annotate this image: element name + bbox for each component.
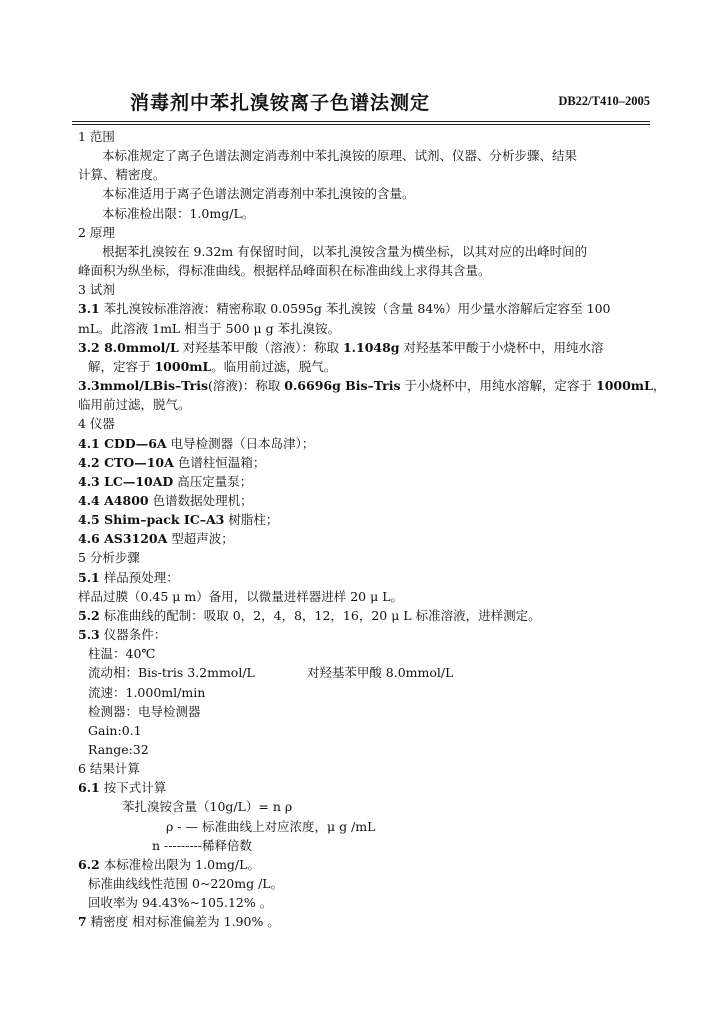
standard-number: DB22/T410–2005 [558, 94, 650, 108]
paragraph-line: mL。此溶液 1mL 相当于 500 μ g 苯扎溴铵。 [78, 320, 341, 336]
paragraph-line: Range:32 [88, 742, 149, 757]
paragraph-line: 柱温：40℃ [88, 646, 156, 662]
document-title: 消毒剂中苯扎溴铵离子色谱法测定 [130, 92, 431, 114]
list-item: 4.2 CTO—10A 色谱柱恒温箱； [78, 454, 266, 470]
section-heading-precision: 7 精密度 相对标准偏差为 1.90% 。 [78, 914, 280, 930]
header-rule-thick [72, 121, 650, 122]
paragraph-line: 临用前过滤，脱气。 [78, 397, 191, 413]
section-heading-reagents: 3 试剂 [78, 282, 115, 298]
list-item: 4.6 AS3120A 型超声波； [78, 531, 234, 547]
document-body [78, 127, 666, 932]
paragraph-line: 6.2 本标准检出限为 1.0mg/L。 [78, 856, 260, 872]
formula-legend: n ---------稀释倍数 [152, 837, 253, 853]
paragraph-line: 解，定容于 1000mL。临用前过滤，脱气。 [88, 358, 337, 374]
paragraph-line: 5.2 标准曲线的配制：吸取 0，2，4，8，12，16，20 μ L 标准溶液，进样测定。 [78, 607, 541, 623]
list-item: 4.3 LC—10AD 高压定量泵； [78, 473, 253, 489]
paragraph-line: 本标准适用于离子色谱法测定消毒剂中苯扎溴铵的含量。 [102, 186, 415, 202]
paragraph-line: 样品过膜（0.45 μ m）备用，以微量进样器进样 20 μ L。 [78, 588, 404, 604]
section-heading-scope: 1 范围 [78, 129, 115, 144]
paragraph-line: 本标准检出限：1.0mg/L。 [102, 205, 255, 221]
section-heading-calculation: 6 结果计算 [78, 761, 140, 777]
paragraph-line: 6.1 按下式计算 [78, 780, 167, 796]
formula-line: 苯扎溴铵含量（10g/L）= n ρ [122, 799, 293, 815]
paragraph-line: Gain:0.1 [88, 722, 142, 738]
paragraph-line: 3.3mmol/LBis–Tris(溶液)：称取 0.6696g Bis–Tris 于小烧杯中，用纯水溶解，定容于 1000mL， [78, 378, 666, 394]
paragraph-line: 5.1 样品预处理： [78, 569, 179, 585]
paragraph-line: 检测器：电导检测器 [88, 703, 201, 719]
paragraph-line: 标准曲线线性范围 0~220mg /L。 [88, 876, 284, 892]
header-rule-thin [72, 124, 650, 125]
list-item: 4.4 A4800 色谱数据处理机； [78, 492, 253, 508]
paragraph-line: 5.3 仪器条件： [78, 627, 167, 643]
section-heading-principle: 2 原理 [78, 224, 115, 240]
paragraph-line: 流动相：Bis-tris 3.2mmol/L 对羟基苯甲酸 8.0mmol/L [88, 665, 454, 681]
paragraph-line: 峰面积为纵坐标，得标准曲线。根据样品峰面积在标准曲线上求得其含量。 [78, 263, 491, 279]
formula-legend: ρ - — 标准曲线上对应浓度，μ g /mL [166, 818, 376, 834]
paragraph-line: 本标准规定了离子色谱法测定消毒剂中苯扎溴铵的原理、试剂、仪器、分析步骤、结果 [102, 148, 578, 164]
paragraph-line: 流速：1.000ml/min [88, 684, 206, 700]
page-header [60, 88, 650, 118]
list-item: 4.1 CDD—6A 电导检测器（日本岛津）； [78, 435, 315, 451]
paragraph-line: 3.2 8.0mmol/L 对羟基苯甲酸（溶液）：称取 1.1048g 对羟基苯甲酸于小烧杯中，用纯水溶 [78, 339, 604, 355]
section-heading-analysis: 5 分析步骤 [78, 550, 140, 566]
section-heading-instruments: 4 仪器 [78, 416, 115, 432]
paragraph-line: 3.1 苯扎溴铵标准溶液：精密称取 0.0595g 苯扎溴铵（含量 84%）用少量水溶解后定容至 100 [78, 301, 611, 317]
paragraph-line: 根据苯扎溴铵在 9.32m 有保留时间，以苯扎溴铵含量为横坐标，以其对应的出峰时间的 [102, 243, 588, 259]
paragraph-line: 计算、精密度。 [78, 167, 166, 183]
paragraph-line: 回收率为 94.43%~105.12% 。 [88, 895, 273, 911]
list-item: 4.5 Shim–pack IC–A3 树脂柱； [78, 512, 279, 528]
